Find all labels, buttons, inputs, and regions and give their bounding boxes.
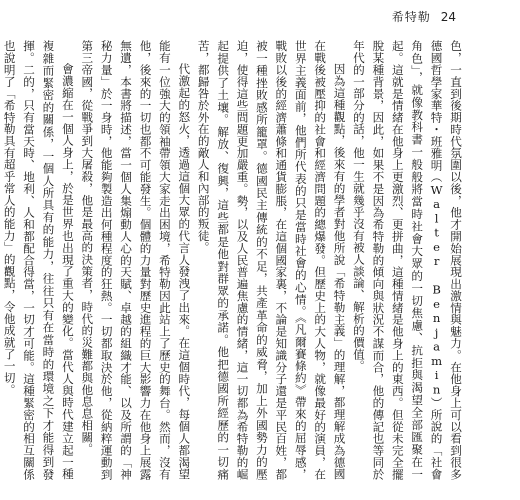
paragraph: 代激起的怒火，透過這個大眾的代言人發洩了出來。在這個時代，每個人都渴望能有一位強大的領袖帶領大家走出困境，希特勒因此站上了歷史的舞台。然而，沒有他，後來的一切也都不可能發生。個體的力量對歷史進程的巨大影響力在他身上展露無遺，本書將描述，當一個人集煽動人心的天賦、卓越的組織才能、以及所謂的「神秘力量」於一身時，他能夠製造出何種程度的狂熱。一切都取決於他，從納粹運動到第三帝國，從戰爭到大屠殺，他是最高的決策者，時代的災難都與他息息相關。 [80,40,192,480]
paragraph: 因為這種觀點，後來有的學者對他所說「希特勒主義」的理解，都理解成為德國在戰後被壓抑的社會和經濟問題的總爆發。但歷史上的大人物，就像最好的演員，在世界主義面前，他們所代表的只是當時社會的心情。《凡爾賽條約》帶來的屈辱感，戰敗以後的經濟蕭條和通貨膨脹，在這個國家裏，不論是知識分子還是平民百姓，都被一種挫敗感所籠罩。德國民主傳統的不足，共產革命的威脅，加上外國勢力的壓迫，使得這些問題更加嚴重。勢，以及人民普遍焦慮的情緒，這一切都為希特勒的崛起提供了土壤。解放、復興，這些都是他對群眾的承諾。他把德國所經歷的一切痛苦，都歸咎於外在的敵人和內部的叛徒。 [196,40,347,480]
paragraph: 色，一直到後期時代氛圍以後，他才開始展現出激情與魅力。在他身上可以看到很多德國哲學家華特・班雅明（Walter Benjamin）所說的「社會角色」，就像教科書一般般將當時社會大眾的一切焦慮、抗拒與渴望全部匯聚在一起。這就是情緒在他身上更激烈、更拼曲，這種情緒是他身上的東西。但從未完全擺脫某種背景，因此，如果不是因為希特勒的傾向與狀況不謀而合，他的傳記也等同於年代的一部分的話，他一生就幾乎沒有被人談論、解析的價值。 [351,40,463,480]
running-title: 希特勒 [391,10,431,24]
body-text [2,40,465,480]
page-number: 24 [440,10,456,24]
running-header [392,8,456,25]
paragraph: 會濃縮在一個人身上，於是世界也出現了重大的變化。當代人與時代建立起一種複雜而緊密的關係，一個人所具有的能力，往往只有在當時的環境之下才能得到發揮。二的，只有當天時、地利、人和都配合得當，一切才可能。這種緊密的相互關係也說明了「希特勒具有超乎常人的能力」的觀點，令他成就了一切。 [2,40,75,480]
